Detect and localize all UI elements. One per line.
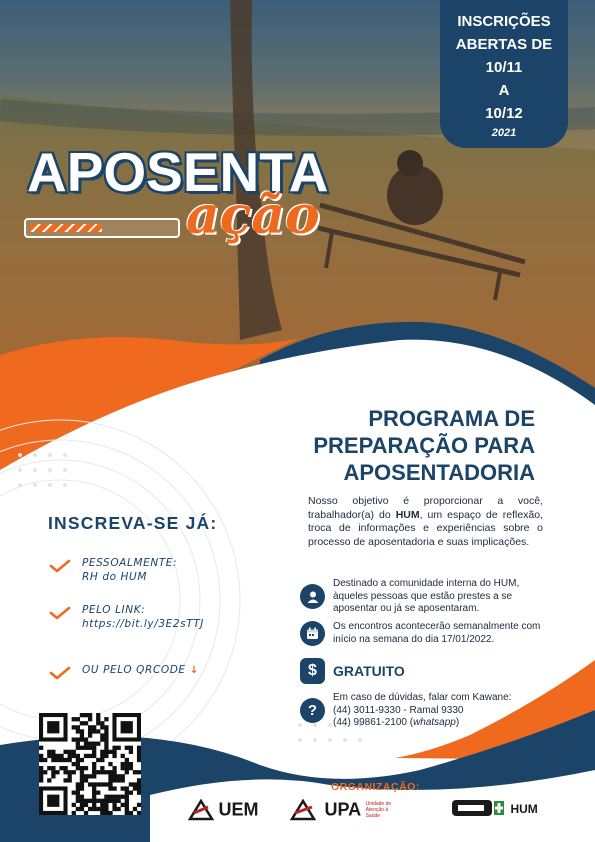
progress-bar bbox=[24, 218, 180, 238]
contact-line-2: (44) 3011-9330 - Ramal 9330 bbox=[333, 704, 464, 716]
badge-line-5: 10/12 bbox=[485, 105, 523, 122]
contact-whatsapp: whatsapp bbox=[413, 717, 456, 728]
uem-logo-text: UEM bbox=[218, 799, 259, 820]
badge-line-3: 10/11 bbox=[485, 59, 523, 76]
user-icon bbox=[300, 584, 325, 609]
enroll-heading: INSCREVA-SE JÁ: bbox=[48, 513, 218, 533]
enroll-option-qrcode bbox=[48, 663, 199, 681]
program-title-line-3: APOSENTADORIA bbox=[343, 460, 535, 485]
check-icon bbox=[48, 605, 72, 621]
upa-logo-subtitle: Unidade de Atenção à Saúde bbox=[365, 801, 392, 819]
progress-bar-fill bbox=[30, 224, 102, 232]
uem-logo bbox=[188, 797, 258, 823]
contact-paren: ) bbox=[455, 717, 460, 728]
upa-logo-text: UPA bbox=[324, 799, 362, 820]
badge-year: 2021 bbox=[491, 127, 517, 139]
program-title-line-1: PROGRAMA DE bbox=[368, 406, 535, 431]
qr-code[interactable] bbox=[39, 713, 141, 815]
contact-line-1: Em caso de dúvidas, falar com Kawane: bbox=[333, 692, 512, 703]
calendar-icon bbox=[300, 621, 325, 646]
contact-text bbox=[333, 692, 543, 730]
badge-line-1: INSCRIÇÕES bbox=[457, 13, 551, 30]
info-contact bbox=[300, 692, 543, 730]
title-aposenta: APOSENTA bbox=[27, 141, 329, 203]
qr-code-image bbox=[39, 713, 141, 815]
program-title bbox=[313, 405, 535, 486]
price-text: GRATUITO bbox=[333, 662, 405, 679]
badge-line-4: A bbox=[498, 82, 510, 99]
objective-paragraph bbox=[308, 495, 543, 549]
objective-text-1: Nosso objetivo é proporcionar a você, trabalhador(a) do bbox=[308, 495, 543, 521]
signup-link[interactable]: https://bit.ly/3E2sTTJ bbox=[82, 618, 204, 630]
program-title-line-2: PREPARAÇÃO PARA bbox=[313, 433, 535, 458]
hum-logo bbox=[450, 798, 538, 820]
objective-text-2: , um espaço de reflexão, troca de informações e experiências sobre o processo de aposentadoria e suas implicações. bbox=[308, 508, 544, 548]
hum-logo-text: HUM bbox=[510, 802, 538, 816]
dollar-icon: $ bbox=[300, 658, 325, 684]
objective-hum: HUM bbox=[395, 508, 420, 521]
uem-logo-mark bbox=[188, 797, 214, 823]
contact-line-3 bbox=[333, 717, 543, 730]
title-acao: ação bbox=[186, 185, 320, 246]
upa-logo-mark bbox=[290, 797, 320, 823]
option-link-label: PELO LINK: bbox=[82, 604, 146, 616]
check-icon bbox=[48, 665, 72, 681]
badge-line-2: ABERTAS DE bbox=[455, 36, 553, 53]
upa-logo bbox=[290, 797, 402, 823]
hum-logo-mark bbox=[450, 798, 506, 820]
info-price bbox=[300, 658, 405, 684]
contact-phone: (44) 99861-2100 ( bbox=[333, 717, 414, 728]
schedule-text: Os encontros acontecerão semanalmente com início na semana do dia 17/01/2022. bbox=[333, 621, 541, 645]
enroll-option-link bbox=[48, 603, 204, 631]
info-schedule bbox=[300, 621, 543, 646]
organization-label: ORGANIZAÇÃO: bbox=[331, 781, 420, 793]
arrow-down-icon: ↓ bbox=[189, 664, 200, 676]
option-in-person-label: PESSOALMENTE: bbox=[82, 557, 178, 569]
option-qrcode-label: OU PELO QRCODE bbox=[82, 664, 186, 676]
question-icon: ? bbox=[300, 698, 325, 723]
audience-text: Destinado a comunidade interna do HUM, àqueles pessoas que estão prestes a se aposentar ou já se aposentaram. bbox=[333, 578, 520, 614]
enroll-option-in-person bbox=[48, 556, 177, 584]
registration-badge bbox=[440, 0, 568, 148]
check-icon bbox=[48, 558, 72, 574]
option-in-person-value: RH do HUM bbox=[82, 571, 147, 583]
info-audience bbox=[300, 578, 543, 616]
